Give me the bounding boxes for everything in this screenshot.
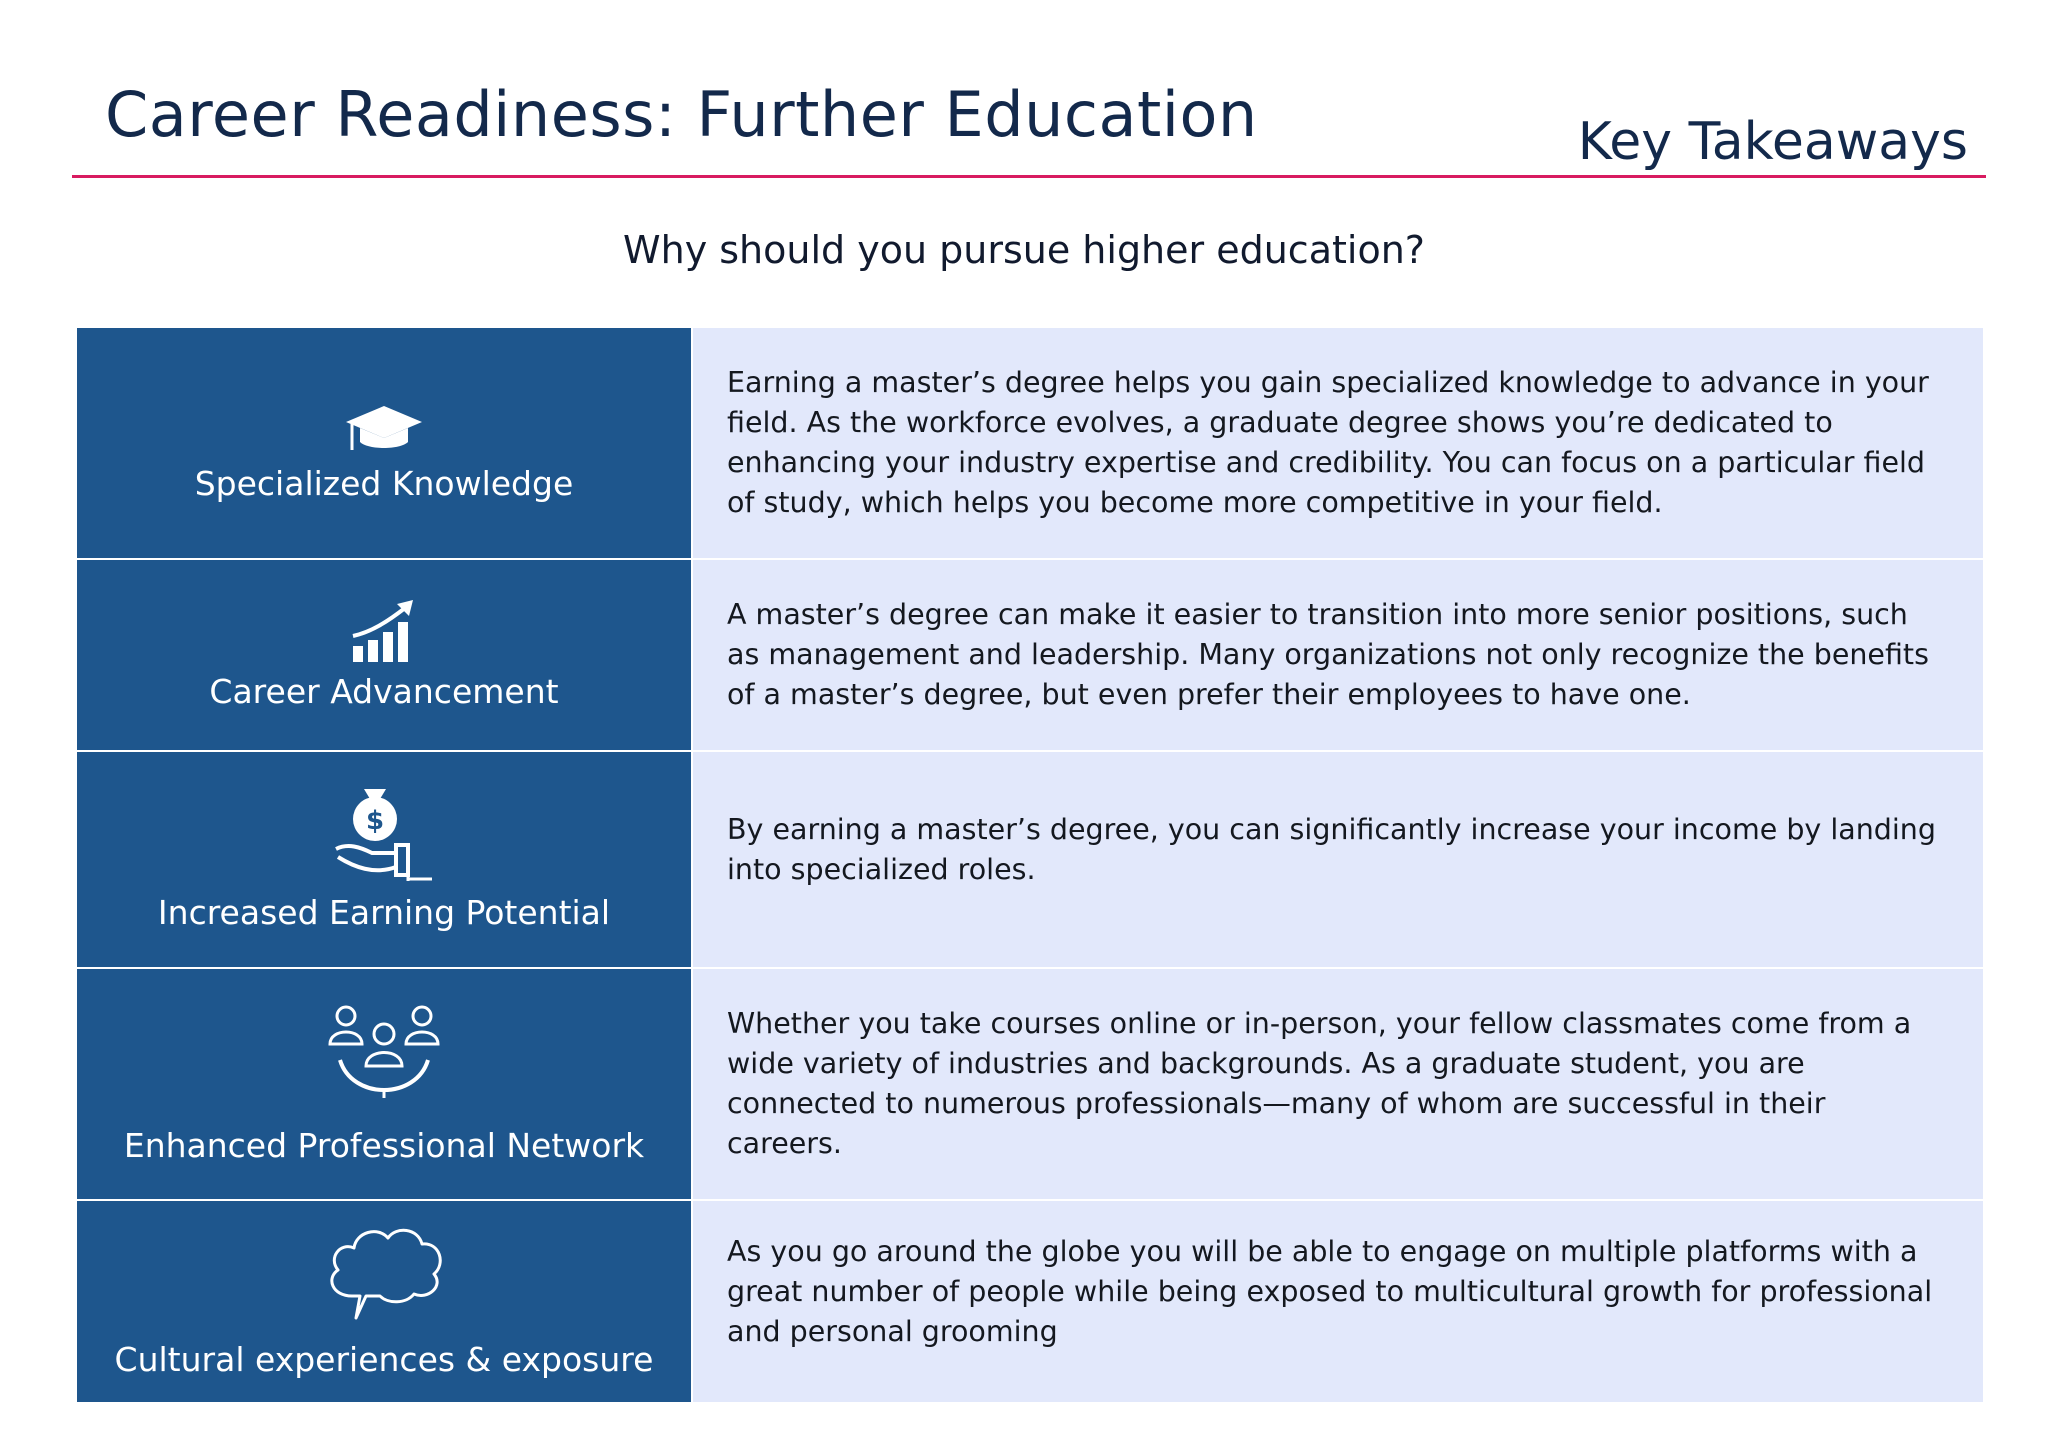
takeaway-topic-cell — [77, 560, 691, 750]
page-title: Career Readiness: Further Education — [105, 78, 1258, 151]
money-bag-hand-icon — [334, 787, 434, 885]
people-network-icon — [326, 1004, 442, 1098]
takeaway-row-earning-potential — [77, 752, 1983, 969]
takeaway-topic-label: Enhanced Professional Network — [123, 1125, 645, 1165]
takeaway-topic-cell — [77, 969, 691, 1199]
takeaway-description-cell — [693, 752, 1983, 967]
takeaway-description: As you go around the globe you will be able to engage on multiple platforms with a great number of people while being exposed to multicultural growth for professional and personal grooming — [727, 1234, 1933, 1348]
key-takeaways-label: Key Takeaways — [1577, 112, 1968, 172]
takeaway-topic-cell — [77, 752, 691, 967]
takeaway-topic-label: Career Advancement — [209, 671, 559, 711]
takeaway-description: A master’s degree can make it easier to transition into more senior positions, such as management and leadership. Many organizations not only recognize the benefits of a master’s degree, but even prefer their employees to have one. — [727, 598, 1929, 711]
takeaway-description-cell — [693, 560, 1983, 750]
takeaway-description-cell — [693, 1201, 1983, 1402]
takeaway-topic-cell — [77, 328, 691, 558]
takeaway-topic-cell — [77, 1201, 691, 1402]
header-divider — [72, 175, 1986, 178]
takeaway-row-specialized-knowledge — [77, 328, 1983, 560]
takeaway-description: By earning a master’s degree, you can significantly increase your income by landing into specialized roles. — [727, 812, 1936, 886]
takeaway-description-cell — [693, 969, 1983, 1199]
takeaway-topic-label: Specialized Knowledge — [194, 463, 574, 503]
takeaway-topic-label: Cultural experiences & exposure — [114, 1340, 654, 1379]
takeaway-description: Whether you take courses online or in-person, your fellow classmates come from a wide variety of industries and backgrounds. As a graduate student, you are connected to numerous professionals—many of whom are successful in their careers. — [727, 1007, 1912, 1160]
thought-cloud-icon — [322, 1224, 446, 1322]
growth-chart-icon — [351, 600, 417, 664]
takeaways-table — [77, 328, 1983, 1402]
section-question: Why should you pursue higher education? — [623, 228, 1425, 272]
takeaway-row-career-advancement — [77, 560, 1983, 752]
takeaway-row-cultural-experiences — [77, 1201, 1983, 1402]
takeaway-row-professional-network — [77, 969, 1983, 1201]
takeaway-topic-label: Increased Earning Potential — [157, 893, 611, 932]
takeaway-description-cell — [693, 328, 1983, 558]
takeaway-description: Earning a master’s degree helps you gain specialized knowledge to advance in your field. As the workforce evolves, a graduate degree shows you’re dedicated to enhancing your industry expertise and credibility. You can focus on a particular field of study, which helps you become more competitive in your field. — [727, 366, 1929, 519]
svg-text:$: $ — [365, 806, 385, 836]
graduation-cap-icon — [344, 404, 424, 456]
